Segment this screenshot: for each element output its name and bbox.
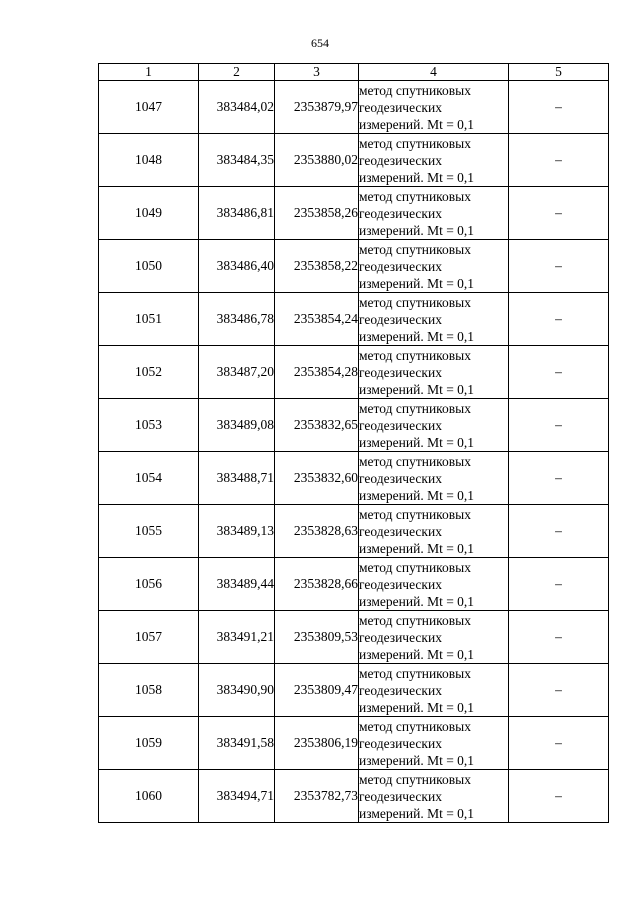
- note-cell: –: [509, 240, 609, 293]
- coordinate-x-cell: 383491,21: [199, 611, 275, 664]
- table-row: [99, 346, 609, 399]
- note-cell: –: [509, 399, 609, 452]
- table-row: [99, 134, 609, 187]
- method-line: геодезических: [359, 99, 442, 115]
- point-number-cell: 1049: [99, 187, 199, 240]
- table-row: [99, 717, 609, 770]
- method-cell: [359, 611, 509, 664]
- method-line: геодезических: [359, 152, 442, 168]
- column-header-3: 3: [275, 64, 359, 81]
- method-line: метод спутниковых: [359, 559, 471, 575]
- column-header-1: 1: [99, 64, 199, 81]
- method-line: геодезических: [359, 523, 442, 539]
- coordinate-x-cell: 383491,58: [199, 717, 275, 770]
- point-number-cell: 1051: [99, 293, 199, 346]
- method-line: метод спутниковых: [359, 453, 471, 469]
- method-line: измерений. Mt = 0,1: [359, 328, 475, 344]
- method-line: геодезических: [359, 205, 442, 221]
- method-line: измерений. Mt = 0,1: [359, 646, 475, 662]
- table-row: [99, 664, 609, 717]
- coordinate-x-cell: 383484,02: [199, 81, 275, 134]
- point-number-cell: 1052: [99, 346, 199, 399]
- coordinate-y-cell: 2353879,97: [275, 81, 359, 134]
- coordinate-y-cell: 2353880,02: [275, 134, 359, 187]
- method-line: измерений. Mt = 0,1: [359, 381, 475, 397]
- method-line: метод спутниковых: [359, 241, 471, 257]
- note-cell: –: [509, 81, 609, 134]
- note-cell: –: [509, 134, 609, 187]
- note-cell: –: [509, 346, 609, 399]
- coordinate-y-cell: 2353828,63: [275, 505, 359, 558]
- note-cell: –: [509, 717, 609, 770]
- method-line: геодезических: [359, 576, 442, 592]
- method-line: геодезических: [359, 629, 442, 645]
- point-number-cell: 1055: [99, 505, 199, 558]
- method-line: измерений. Mt = 0,1: [359, 434, 475, 450]
- method-line: измерений. Mt = 0,1: [359, 699, 475, 715]
- coordinate-x-cell: 383489,08: [199, 399, 275, 452]
- note-cell: –: [509, 187, 609, 240]
- table-row: [99, 187, 609, 240]
- coordinate-x-cell: 383489,44: [199, 558, 275, 611]
- method-line: геодезических: [359, 735, 442, 751]
- method-line: метод спутниковых: [359, 771, 471, 787]
- method-cell: [359, 717, 509, 770]
- method-line: метод спутниковых: [359, 612, 471, 628]
- method-line: геодезических: [359, 417, 442, 433]
- method-cell: [359, 81, 509, 134]
- point-number-cell: 1058: [99, 664, 199, 717]
- method-line: геодезических: [359, 311, 442, 327]
- method-line: геодезических: [359, 258, 442, 274]
- coordinate-y-cell: 2353809,53: [275, 611, 359, 664]
- method-line: измерений. Mt = 0,1: [359, 116, 475, 132]
- column-header-5: 5: [509, 64, 609, 81]
- coordinate-x-cell: 383486,78: [199, 293, 275, 346]
- method-cell: [359, 558, 509, 611]
- note-cell: –: [509, 558, 609, 611]
- table-row: [99, 611, 609, 664]
- point-number-cell: 1053: [99, 399, 199, 452]
- method-cell: [359, 134, 509, 187]
- coordinates-table: [98, 63, 609, 823]
- coordinate-y-cell: 2353832,60: [275, 452, 359, 505]
- column-header-4: 4: [359, 64, 509, 81]
- point-number-cell: 1054: [99, 452, 199, 505]
- method-line: измерений. Mt = 0,1: [359, 593, 475, 609]
- method-line: измерений. Mt = 0,1: [359, 540, 475, 556]
- coordinate-x-cell: 383484,35: [199, 134, 275, 187]
- method-line: измерений. Mt = 0,1: [359, 752, 475, 768]
- method-cell: [359, 664, 509, 717]
- note-cell: –: [509, 770, 609, 823]
- table-row: [99, 81, 609, 134]
- method-cell: [359, 505, 509, 558]
- note-cell: –: [509, 664, 609, 717]
- point-number-cell: 1050: [99, 240, 199, 293]
- table-row: [99, 770, 609, 823]
- method-line: геодезических: [359, 364, 442, 380]
- table-row: [99, 452, 609, 505]
- table-row: [99, 505, 609, 558]
- table-row: [99, 399, 609, 452]
- note-cell: –: [509, 293, 609, 346]
- coordinate-y-cell: 2353828,66: [275, 558, 359, 611]
- method-line: геодезических: [359, 788, 442, 804]
- method-line: метод спутниковых: [359, 82, 471, 98]
- method-line: метод спутниковых: [359, 347, 471, 363]
- coordinate-y-cell: 2353858,22: [275, 240, 359, 293]
- method-line: измерений. Mt = 0,1: [359, 169, 475, 185]
- method-line: геодезических: [359, 682, 442, 698]
- coordinate-y-cell: 2353858,26: [275, 187, 359, 240]
- method-line: метод спутниковых: [359, 665, 471, 681]
- coordinate-y-cell: 2353806,19: [275, 717, 359, 770]
- coordinate-x-cell: 383487,20: [199, 346, 275, 399]
- point-number-cell: 1060: [99, 770, 199, 823]
- method-line: измерений. Mt = 0,1: [359, 805, 475, 821]
- note-cell: –: [509, 505, 609, 558]
- method-line: измерений. Mt = 0,1: [359, 487, 475, 503]
- coordinate-y-cell: 2353782,73: [275, 770, 359, 823]
- point-number-cell: 1057: [99, 611, 199, 664]
- method-line: метод спутниковых: [359, 718, 471, 734]
- point-number-cell: 1056: [99, 558, 199, 611]
- method-line: метод спутниковых: [359, 400, 471, 416]
- coordinate-x-cell: 383490,90: [199, 664, 275, 717]
- coordinate-x-cell: 383489,13: [199, 505, 275, 558]
- point-number-cell: 1048: [99, 134, 199, 187]
- table-row: [99, 558, 609, 611]
- method-cell: [359, 770, 509, 823]
- method-line: измерений. Mt = 0,1: [359, 222, 475, 238]
- method-cell: [359, 293, 509, 346]
- coordinate-y-cell: 2353854,24: [275, 293, 359, 346]
- page-number: 654: [311, 36, 329, 50]
- method-cell: [359, 346, 509, 399]
- method-line: измерений. Mt = 0,1: [359, 275, 475, 291]
- column-header-2: 2: [199, 64, 275, 81]
- table-row: [99, 293, 609, 346]
- method-line: метод спутниковых: [359, 294, 471, 310]
- method-line: метод спутниковых: [359, 135, 471, 151]
- point-number-cell: 1059: [99, 717, 199, 770]
- method-line: геодезических: [359, 470, 442, 486]
- method-cell: [359, 452, 509, 505]
- note-cell: –: [509, 452, 609, 505]
- coordinate-y-cell: 2353854,28: [275, 346, 359, 399]
- method-cell: [359, 187, 509, 240]
- method-cell: [359, 240, 509, 293]
- table-header-row: [99, 64, 609, 81]
- coordinate-y-cell: 2353832,65: [275, 399, 359, 452]
- point-number-cell: 1047: [99, 81, 199, 134]
- coordinate-y-cell: 2353809,47: [275, 664, 359, 717]
- coordinate-x-cell: 383488,71: [199, 452, 275, 505]
- method-cell: [359, 399, 509, 452]
- method-line: метод спутниковых: [359, 506, 471, 522]
- coordinate-x-cell: 383486,81: [199, 187, 275, 240]
- coordinate-x-cell: 383494,71: [199, 770, 275, 823]
- table-row: [99, 240, 609, 293]
- method-line: метод спутниковых: [359, 188, 471, 204]
- note-cell: –: [509, 611, 609, 664]
- coordinate-x-cell: 383486,40: [199, 240, 275, 293]
